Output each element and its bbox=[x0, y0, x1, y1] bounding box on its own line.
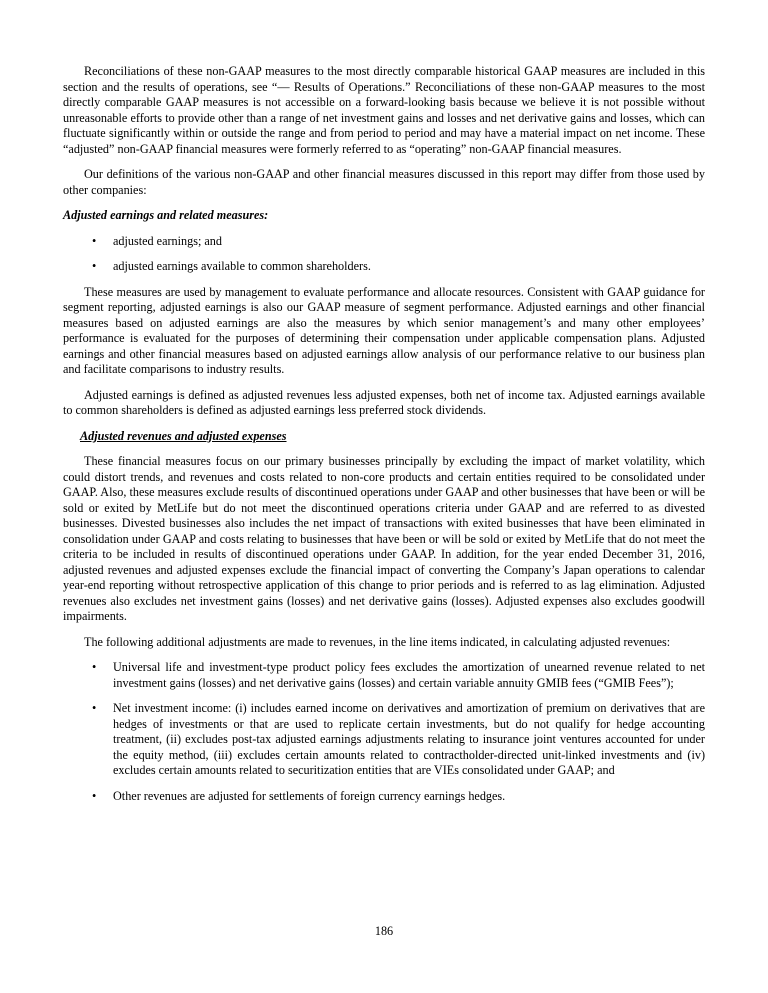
page-body bbox=[63, 64, 705, 814]
bullet-item-adjusted-earnings bbox=[63, 234, 705, 250]
paragraph-measures-usage: These measures are used by management to evaluate performance and allocate resources. Consistent with GAAP guidance for segment reporting, adjusted earnings is also our GAAP measure of segment performance. Adjusted earnings and other financial measures based on adjusted earnings are also the measures by which senior management’s and many other employees’ performance is evaluated for the purposes of determining their compensation under applicable compensation plans. Adjusted earnings and other financial measures based on adjusted earnings allow analysis of our performance relative to our business plan and facilitate comparisons to industry results. bbox=[63, 284, 705, 376]
bullet-icon: • bbox=[92, 233, 97, 248]
bullet-text: adjusted earnings available to common shareholders. bbox=[113, 259, 371, 273]
paragraph-adjusted-earnings-definition: Adjusted earnings is defined as adjusted revenues less adjusted expenses, both net of income tax. Adjusted earnings available to common shareholders is defined as adjusted earnings less preferred stock dividends. bbox=[63, 387, 705, 417]
bullet-text: Universal life and investment-type product policy fees excludes the amortization of unearned revenue related to net investment gains (losses) and net derivative gains (losses) and certain variable annuity GMIB fees (“GMIB Fees”); bbox=[113, 660, 705, 690]
bullet-item-adjusted-earnings-common bbox=[63, 259, 705, 275]
bullet-icon: • bbox=[92, 259, 97, 273]
bullet-item-net-investment-income bbox=[63, 701, 705, 779]
paragraph-reconciliations: Reconciliations of these non-GAAP measures to the most directly comparable historical GAAP measures are included in this section and the results of operations, see “— Results of Operations.” Reconciliations of these non-GAAP measures to the most directly comparable GAAP measures is not accessible on a forward-looking basis because we believe it is not possible without unreasonable efforts to provide other than a range of net investment gains and losses and net derivative gains and losses, which can fluctuate significantly within or outside the range and from period to period and may have a material impact on net income. These “adjusted” non-GAAP financial measures were formerly referred to as “operating” non-GAAP financial measures. bbox=[63, 64, 705, 156]
bullet-text: Net investment income: (i) includes earned income on derivatives and amortization of premium on derivatives that are hedges of investments or that are used to replicate certain investments, but do not qualify for hedge accounting treatment, (ii) excludes post-tax adjusted earnings adjustments relating to insurance joint ventures accounted for under the equity method, (iii) excludes certain amounts related to contractholder-directed unit-linked investments and (iv) excludes certain amounts related to securitization entities that are VIEs consolidated under GAAP; and bbox=[113, 701, 705, 777]
bullet-text: adjusted earnings; and bbox=[113, 233, 222, 248]
bullet-item-other-revenues bbox=[63, 789, 705, 805]
paragraph-additional-adjustments-intro: The following additional adjustments are made to revenues, in the line items indicated, in calculating adjusted revenues: bbox=[84, 634, 671, 649]
bullet-icon: • bbox=[92, 660, 97, 674]
paragraph-definitions-intro: Our definitions of the various non-GAAP and other financial measures discussed in this report may differ from those used by other companies: bbox=[63, 167, 705, 197]
bullet-text: Other revenues are adjusted for settlements of foreign currency earnings hedges. bbox=[113, 788, 506, 803]
heading-adjusted-earnings-measures: Adjusted earnings and related measures: bbox=[63, 208, 269, 222]
bullet-icon: • bbox=[92, 701, 97, 715]
bullet-icon: • bbox=[92, 788, 97, 803]
page-number: 186 bbox=[374, 924, 394, 938]
heading-adjusted-revenues-expenses: Adjusted revenues and adjusted expenses bbox=[80, 428, 287, 443]
bullet-item-universal-life bbox=[63, 660, 705, 691]
paragraph-financial-measures-focus: These financial measures focus on our primary businesses principally by excluding the impact of market volatility, which could distort trends, and revenues and costs related to non-core products and certain entities required to be consolidated under GAAP. Also, these measures exclude results of discontinued operations under GAAP and other businesses that have been or will be sold or exited by MetLife but do not meet the discontinued operations criteria under GAAP and are referred to as divested businesses. Divested businesses also includes the net impact of transactions with exited businesses that have been eliminated in consolidation under GAAP and costs relating to businesses that have been or will be sold or exited by MetLife that do not meet the criteria to be included in results of discontinued operations under GAAP. In addition, for the year ended December 31, 2016, adjusted revenues and adjusted expenses exclude the financial impact of converting the Company’s Japan operations to calendar year-end reporting without retrospective application of this change to prior periods and is referred to as lag elimination. Adjusted revenues also excludes net investment gains (losses) and net derivative gains (losses). Adjusted expenses also excludes goodwill impairments. bbox=[63, 454, 705, 623]
